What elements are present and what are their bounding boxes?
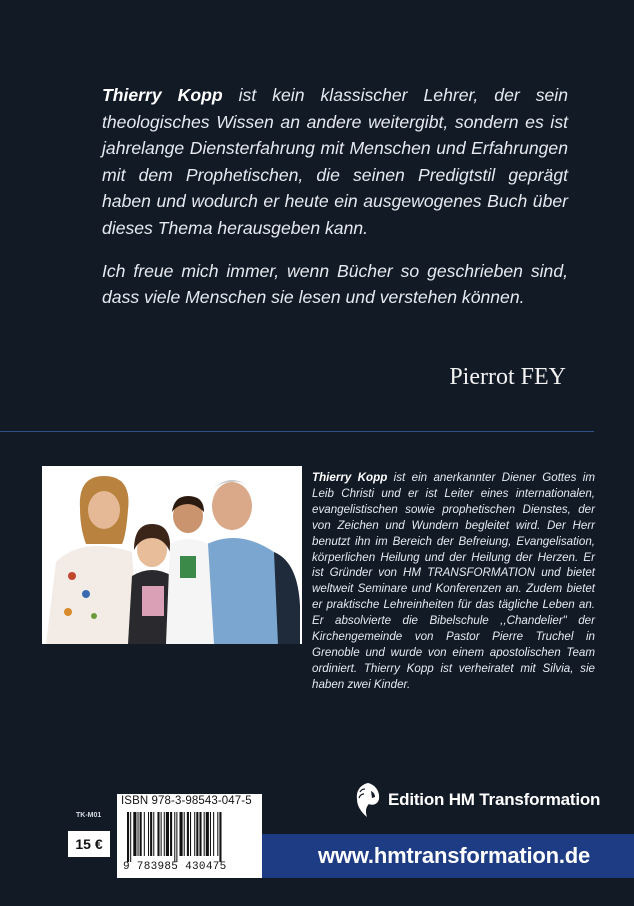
family-photo-illustration [42, 466, 302, 644]
barcode-bar [196, 812, 198, 856]
barcode-bar [206, 812, 209, 856]
barcode-bar [176, 812, 177, 862]
barcode-bar [153, 812, 154, 856]
bio-text: ist ein anerkannter Diener Gottes im Leib Christi und er ist Leiter eines internationalen, evangelistischen sowie prophetischen Dienstes, der von Zeichen und Wundern begleitet wird. Der Herr benutzt ihn im Bereich der Befreiung, Evangelisation, körperlichen Heilung und der Heilung der Herzen. Er ist Gründer von HM TRANSFORMATION und bietet weltweit Seminare und Konferenzen an. Zudem bietet er praktische Lehreinheiten für das tägliche Leben an. Er absolvierte die Bibelschule ,,Chandelier" der Kirchengemeinde von Pastor Pierre Truchel in Grenoble und wurde von einem apostolischen Team ordiniert. Thierry Kopp ist verheiratet mit Silvia, sie haben zwei Kinder. [312, 471, 595, 691]
barcode-bar [184, 812, 185, 856]
quote-paragraph-2: Ich freue mich immer, wenn Bücher so geschrieben sind, dass viele Menschen sie lesen und verstehen können. [102, 260, 568, 308]
barcode-bar [219, 812, 221, 862]
isbn-label: ISBN 978-3-98543-047-5 [121, 795, 252, 807]
barcode-bar [190, 812, 191, 856]
barcode-bar [166, 812, 169, 856]
author-family-photo [42, 466, 302, 644]
barcode-bar [164, 812, 165, 856]
barcode-bar [150, 812, 152, 856]
barcode-bar [148, 812, 149, 856]
barcode-bar [127, 812, 129, 862]
barcode-bar [144, 812, 145, 856]
bio-author-name: Thierry Kopp [312, 471, 388, 484]
barcode-bar [180, 812, 183, 856]
barcode-bar [217, 812, 218, 856]
barcode-bar [157, 812, 159, 856]
quote-author-name: Thierry Kopp [102, 85, 223, 105]
barcode-bar [138, 812, 139, 856]
quote-paragraph-1 [102, 82, 568, 242]
foreword-quote [102, 82, 568, 327]
barcode-digits: 9 783985 430475 [123, 861, 227, 873]
barcode-bar [140, 812, 142, 856]
barcode-bar [187, 812, 189, 856]
product-code: TK-M01 [76, 812, 102, 819]
lion-head-icon [354, 782, 382, 818]
barcode [125, 812, 255, 862]
barcode-bar [199, 812, 201, 856]
author-biography [312, 470, 595, 693]
section-divider [0, 431, 594, 432]
barcode-bar [133, 812, 136, 856]
publisher-logo [354, 782, 600, 818]
quote-signature: Pierrot FEY [449, 364, 566, 390]
price-tag: 15 € [68, 831, 110, 857]
barcode-bar [170, 812, 172, 856]
barcode-bar [194, 812, 195, 856]
website-url[interactable]: www.hmtransformation.de [318, 843, 591, 868]
barcode-bar [213, 812, 214, 856]
barcode-bar [174, 812, 175, 862]
barcode-bar [161, 812, 162, 856]
barcode-bar [130, 812, 131, 862]
barcode-bar [210, 812, 211, 856]
barcode-bar [204, 812, 205, 856]
quote-paragraph-1-text: ist kein klassischer Lehrer, der sein theologisches Wissen an andere weitergibt, sondern es ist jahrelange Diensterfahrung mit Menschen und Erfahrungen mit dem Prophetischen, die seinen Predigtstil geprägt haben und wodurch er heute ein ausgewogenes Buch über dieses Thema herausgeben kann. [102, 85, 568, 238]
publisher-name: Edition HM Transformation [388, 790, 601, 809]
isbn-barcode-box [117, 794, 262, 878]
